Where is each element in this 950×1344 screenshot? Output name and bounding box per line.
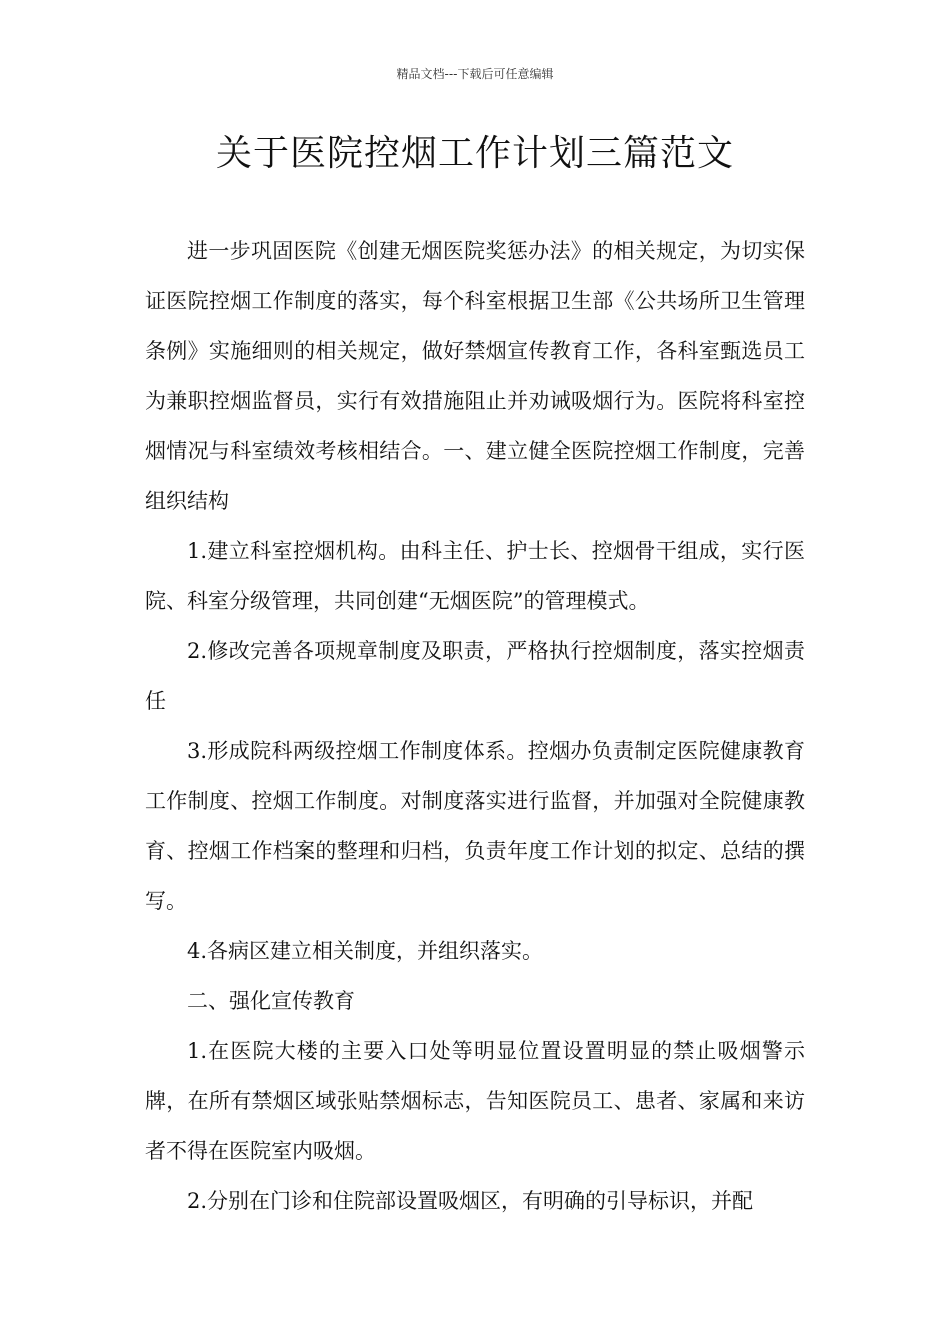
paragraph: 4.各病区建立相关制度，并组织落实。 xyxy=(187,939,544,963)
paragraph: 进一步巩固医院《创建无烟医院奖惩办法》的相关规定，为切实保证医院控烟工作制度的落实，每个科室根据卫生部《公共场所卫生管理条例》实施细则的相关规定，做好禁烟宣传教育工作，各科室甄选员工为兼职控烟监督员，实行有效措施阻止并劝诫吸烟行为。医院将科室控烟情况与科室绩效考核相结合。一、建立健全医院控烟工作制度，完善组织结构 xyxy=(145,239,805,513)
paragraph: 1.建立科室控烟机构。由科主任、护士长、控烟骨干组成，实行医院、科室分级管理，共同创建“无烟医院”的管理模式。 xyxy=(145,539,805,613)
document-body xyxy=(145,226,805,1226)
section-heading: 二、强化宣传教育 xyxy=(187,989,355,1013)
document-title: 关于医院控烟工作计划三篇范文 xyxy=(215,133,734,174)
paragraph: 3.形成院科两级控烟工作制度体系。控烟办负责制定医院健康教育工作制度、控烟工作制度。对制度落实进行监督，并加强对全院健康教育、控烟工作档案的整理和归档，负责年度工作计划的拟定、总结的撰写。 xyxy=(145,739,805,913)
paragraph: 1.在医院大楼的主要入口处等明显位置设置明显的禁止吸烟警示牌，在所有禁烟区域张贴禁烟标志，告知医院员工、患者、家属和来访者不得在医院室内吸烟。 xyxy=(145,1039,805,1163)
header-note: 精品文档---下载后可任意编辑 xyxy=(396,67,554,81)
paragraph: 2.分别在门诊和住院部设置吸烟区，有明确的引导标识，并配 xyxy=(187,1189,754,1213)
paragraph: 2.修改完善各项规章制度及职责，严格执行控烟制度，落实控烟责任 xyxy=(145,639,805,713)
